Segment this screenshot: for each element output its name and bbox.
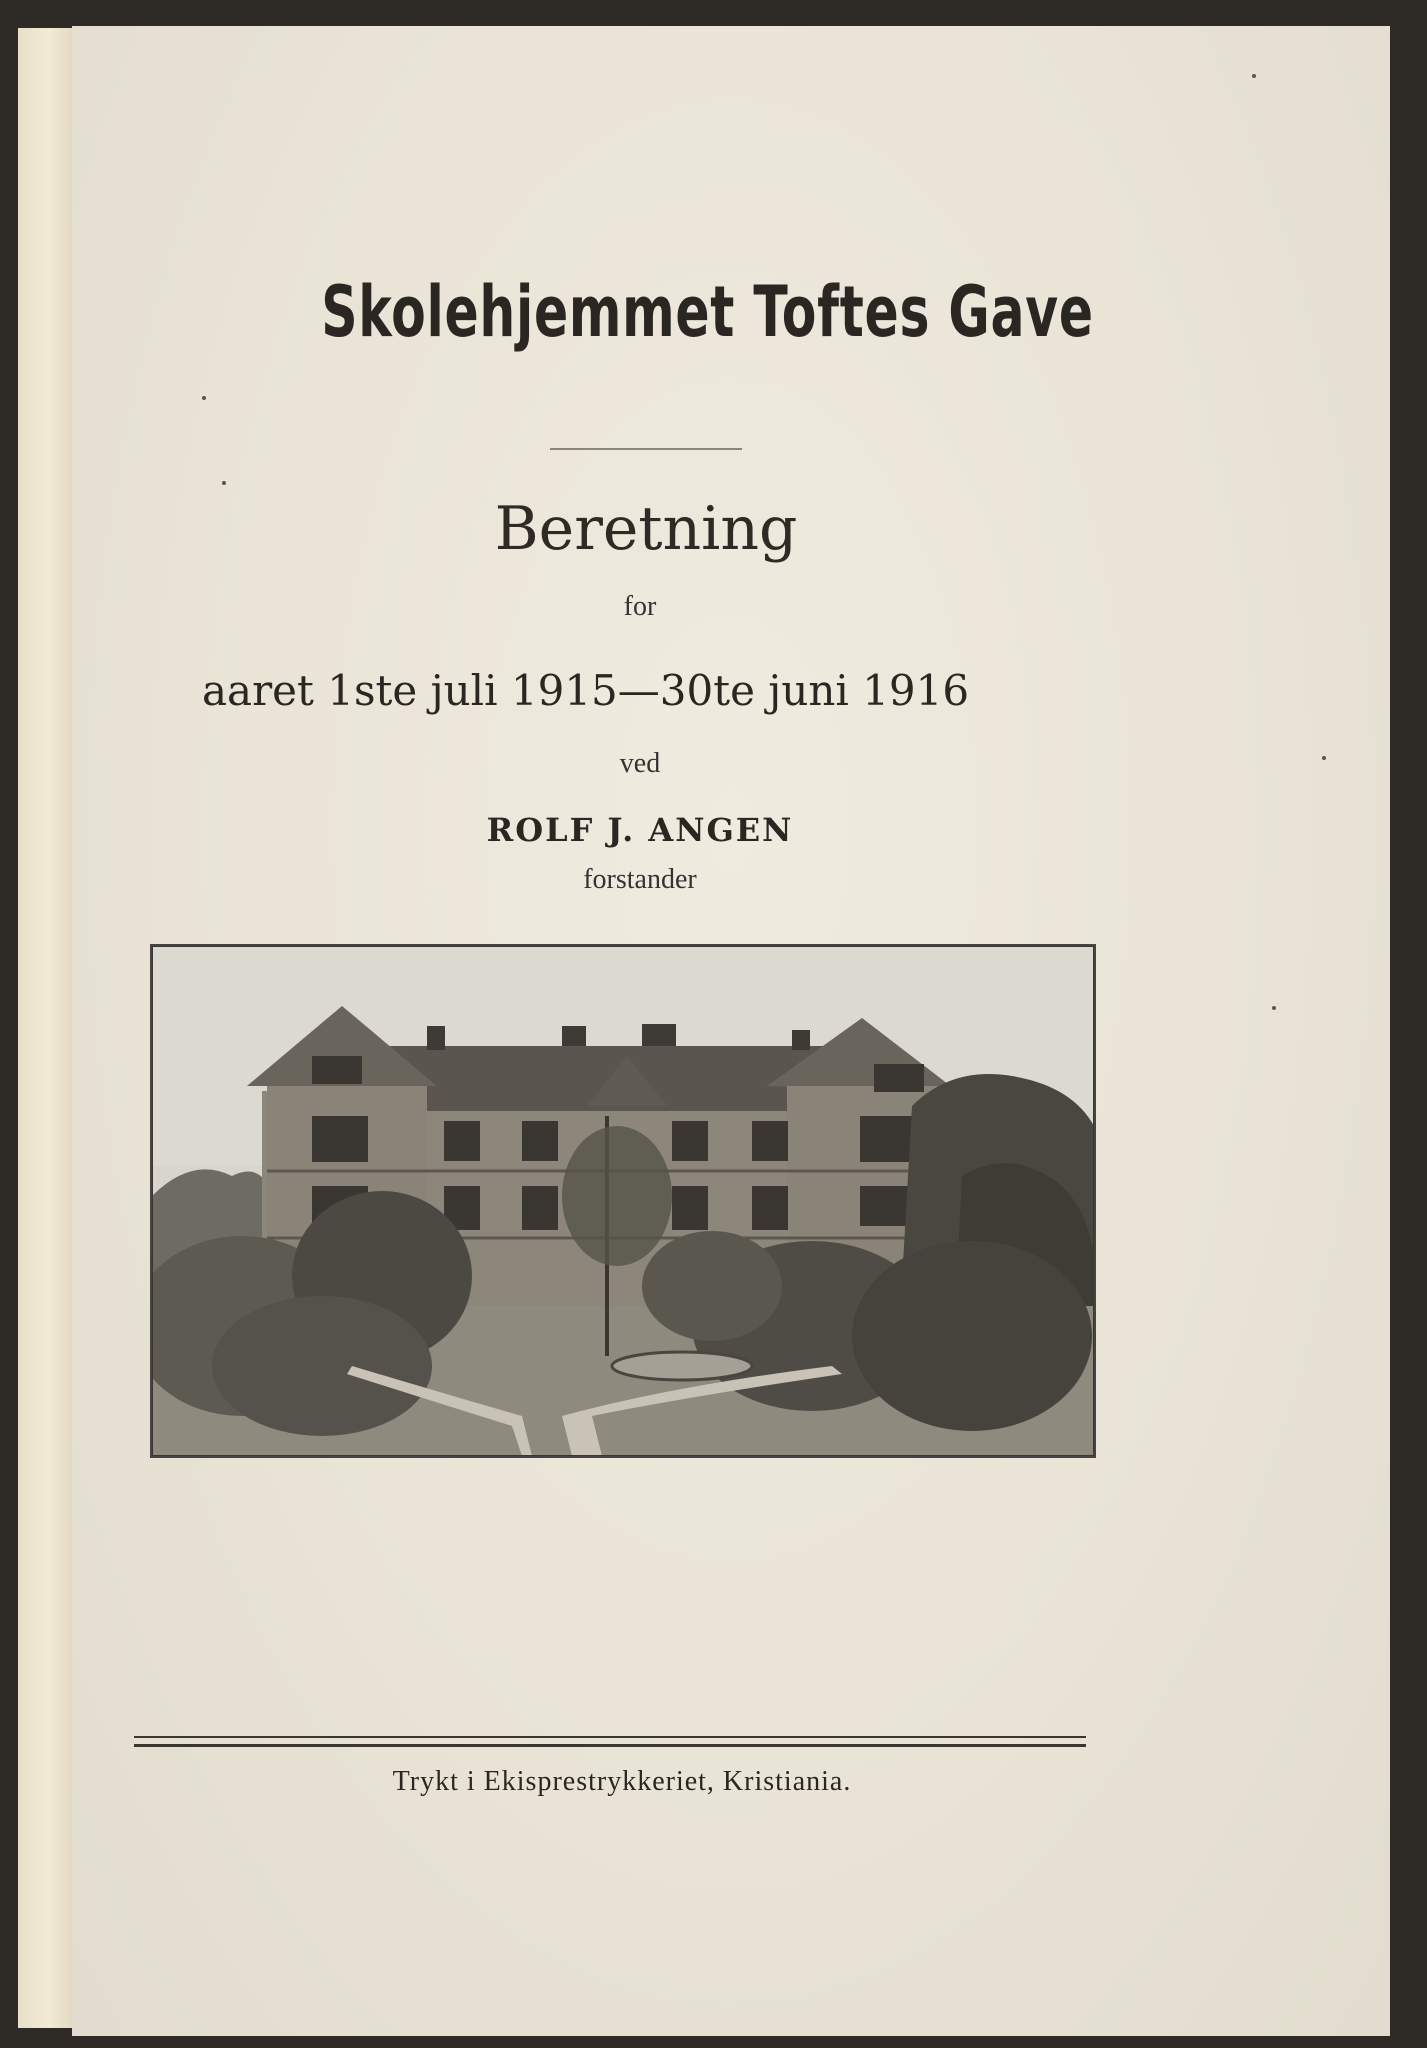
paper-speck (222, 481, 226, 485)
school-building-photo (150, 944, 1096, 1458)
paper-speck (1252, 74, 1256, 78)
title-divider (550, 448, 742, 450)
booklet-spine (18, 28, 75, 2028)
paper-speck (202, 396, 206, 400)
printer-imprint: Trykt i Ekisprestrykkeriet, Kristiania. (392, 1766, 852, 1797)
report-subtitle: Beretning (494, 494, 798, 564)
paper-speck (1322, 756, 1326, 760)
cover-title: Skolehjemmet Toftes Gave (321, 271, 1094, 353)
author-name: ROLF J. ANGEN (486, 811, 794, 849)
report-period: aaret 1ste juli 1915—30te juni 1916 (202, 666, 970, 715)
footer-rules (134, 1736, 1086, 1747)
paper-speck (1272, 1006, 1276, 1010)
by-label: ved (619, 748, 661, 779)
author-role: forstander (583, 864, 697, 895)
booklet-cover (72, 26, 1390, 2036)
for-label: for (623, 591, 657, 622)
